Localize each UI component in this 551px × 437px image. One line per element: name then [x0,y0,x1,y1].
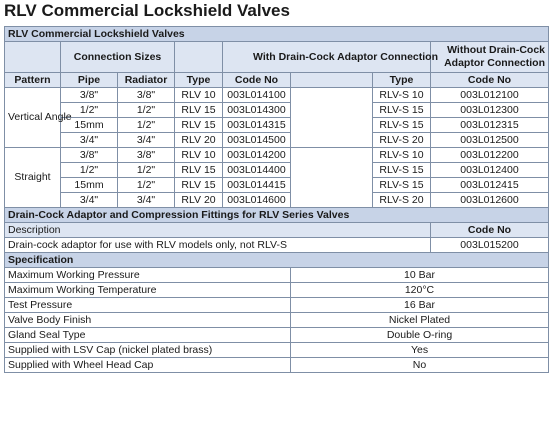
table-row [5,88,549,103]
description-header: Description [5,223,431,238]
col-pipe: Pipe [61,73,118,88]
valve-spec-table [4,26,549,373]
type-s-cell: RLV-S 10 [373,88,431,103]
drain-cock-title-row [5,208,549,223]
code-s-cell: 003L012500 [431,133,549,148]
code-s-cell: 003L012100 [431,88,549,103]
spec-row [5,268,549,283]
spec-value: Yes [291,343,549,358]
section-title-row [5,27,549,42]
radiator-cell: 1/2" [118,103,175,118]
radiator-cell: 1/2" [118,178,175,193]
code-cell: 003L014300 [223,103,291,118]
code-cell: 003L014600 [223,193,291,208]
code-s-cell: 003L012400 [431,163,549,178]
group-header-row [5,42,549,73]
pipe-cell: 15mm [61,178,118,193]
blank-cell [5,42,61,73]
specification-title-row [5,253,549,268]
type-s-cell: RLV-S 15 [373,163,431,178]
connection-sizes-header: Connection Sizes [61,42,175,73]
table-row [5,133,549,148]
spec-row [5,298,549,313]
spec-label: Maximum Working Pressure [5,268,291,283]
type-s-cell: RLV-S 10 [373,148,431,163]
code-s-cell: 003L012300 [431,103,549,118]
gap-cell [291,148,373,208]
type-s-cell: RLV-S 15 [373,118,431,133]
section-title: RLV Commercial Lockshield Valves [5,27,549,42]
code-s-cell: 003L012600 [431,193,549,208]
type-cell: RLV 15 [175,163,223,178]
drain-code: 003L015200 [431,238,549,253]
type-cell: RLV 20 [175,133,223,148]
radiator-cell: 3/4" [118,133,175,148]
drain-description: Drain-cock adaptor for use with RLV models only, not RLV-S [5,238,431,253]
type-cell: RLV 10 [175,88,223,103]
code-cell: 003L014415 [223,178,291,193]
radiator-cell: 1/2" [118,163,175,178]
table-row [5,118,549,133]
code-cell: 003L014100 [223,88,291,103]
pipe-cell: 3/8" [61,148,118,163]
col-type-s: Type [373,73,431,88]
type-s-cell: RLV-S 15 [373,178,431,193]
type-cell: RLV 15 [175,118,223,133]
code-cell: 003L014200 [223,148,291,163]
pipe-cell: 3/4" [61,193,118,208]
code-cell: 003L014315 [223,118,291,133]
pipe-cell: 3/8" [61,88,118,103]
spec-value: No [291,358,549,373]
spec-value: 10 Bar [291,268,549,283]
table-row [5,178,549,193]
spec-label: Valve Body Finish [5,313,291,328]
code-cell: 003L014500 [223,133,291,148]
drain-code-header: Code No [431,223,549,238]
col-pattern: Pattern [5,73,61,88]
blank-cell [175,42,223,73]
with-drain-header: With Drain-Cock Adaptor Connection [223,42,431,73]
radiator-cell: 3/8" [118,88,175,103]
spec-label: Supplied with Wheel Head Cap [5,358,291,373]
table-row [5,163,549,178]
spec-row [5,358,549,373]
spec-row [5,343,549,358]
code-s-cell: 003L012315 [431,118,549,133]
type-cell: RLV 10 [175,148,223,163]
spec-label: Supplied with LSV Cap (nickel plated brass) [5,343,291,358]
col-type: Type [175,73,223,88]
col-radiator: Radiator [118,73,175,88]
radiator-cell: 3/8" [118,148,175,163]
spec-row [5,328,549,343]
pipe-cell: 1/2" [61,163,118,178]
table-row [5,148,549,163]
drain-cock-header-row [5,223,549,238]
drain-cock-item-row [5,238,549,253]
code-cell: 003L014400 [223,163,291,178]
without-drain-header: Without Drain-Cock Adaptor Connection [431,42,549,73]
type-cell: RLV 15 [175,178,223,193]
drain-cock-title: Drain-Cock Adaptor and Compression Fittings for RLV Series Valves [5,208,549,223]
pipe-cell: 1/2" [61,103,118,118]
table-row [5,103,549,118]
pattern-cell: Straight [5,148,61,208]
spec-value: 16 Bar [291,298,549,313]
table-row [5,193,549,208]
type-s-cell: RLV-S 20 [373,133,431,148]
code-s-cell: 003L012200 [431,148,549,163]
spec-value: Double O-ring [291,328,549,343]
spec-label: Gland Seal Type [5,328,291,343]
spec-value: Nickel Plated [291,313,549,328]
type-cell: RLV 20 [175,193,223,208]
col-gap [291,73,373,88]
spec-row [5,283,549,298]
page-title: RLV Commercial Lockshield Valves [4,1,290,20]
radiator-cell: 1/2" [118,118,175,133]
pipe-cell: 15mm [61,118,118,133]
type-cell: RLV 15 [175,103,223,118]
spec-value: 120°C [291,283,549,298]
column-header-row [5,73,549,88]
spec-row [5,313,549,328]
type-s-cell: RLV-S 20 [373,193,431,208]
pattern-cell: Vertical Angle [5,88,61,148]
gap-cell [291,88,373,148]
radiator-cell: 3/4" [118,193,175,208]
specification-title: Specification [5,253,549,268]
code-s-cell: 003L012415 [431,178,549,193]
type-s-cell: RLV-S 15 [373,103,431,118]
spec-label: Test Pressure [5,298,291,313]
pipe-cell: 3/4" [61,133,118,148]
spec-label: Maximum Working Temperature [5,283,291,298]
col-code-no: Code No [223,73,291,88]
col-code-no-s: Code No [431,73,549,88]
